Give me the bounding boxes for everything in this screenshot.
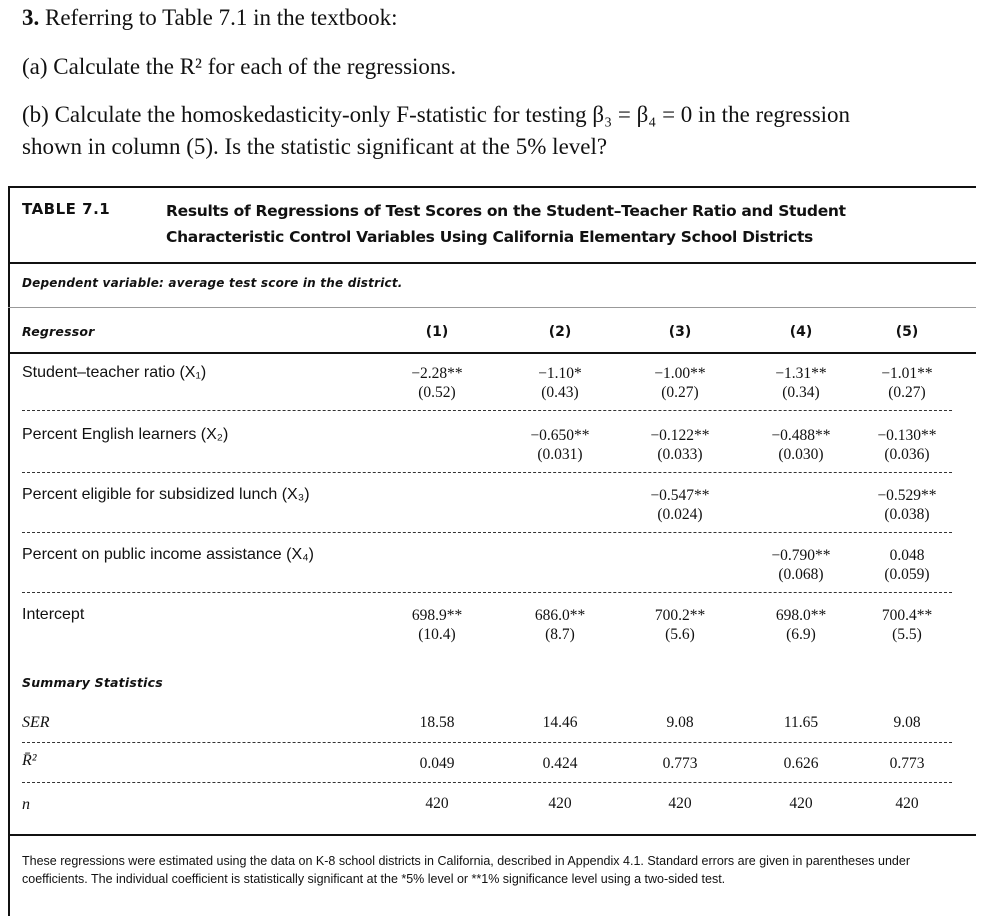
coef-cell bbox=[847, 546, 967, 584]
table-bottom-rule bbox=[8, 834, 976, 836]
coefficient: −1.10* bbox=[538, 365, 582, 382]
summary-value: 420 bbox=[895, 795, 919, 812]
coef-cell bbox=[620, 486, 740, 524]
coef-cell bbox=[741, 606, 861, 644]
coefficient: 700.2** bbox=[654, 607, 706, 624]
question-part-b-line1: (b) Calculate the homoskedasticity-only F-statistic for testing β₃ = β₄ = 0 in the regression bbox=[22, 102, 851, 127]
regressor-label: Percent on public income assistance (X₄) bbox=[22, 546, 314, 563]
standard-error: (0.34) bbox=[782, 384, 820, 401]
summary-statistics-header: Summary Statistics bbox=[22, 675, 163, 690]
coef-cell bbox=[847, 606, 967, 644]
summary-value: 420 bbox=[789, 795, 813, 812]
coefficient: 686.0** bbox=[534, 607, 586, 624]
standard-error: (0.038) bbox=[884, 506, 930, 523]
column-header: (4) bbox=[789, 324, 813, 340]
question-part-b-line2: shown in column (5). Is the statistic significant at the 5% level? bbox=[22, 134, 608, 159]
coef-cell bbox=[741, 546, 861, 584]
coefficient: −1.00** bbox=[654, 365, 706, 382]
summary-value: 18.58 bbox=[419, 714, 455, 731]
standard-error: (0.27) bbox=[661, 384, 699, 401]
coefficient: 698.9** bbox=[411, 607, 463, 624]
standard-error: (0.036) bbox=[884, 446, 930, 463]
coef-cell bbox=[620, 364, 740, 402]
coef-cell bbox=[377, 606, 497, 644]
table-title: Results of Regressions of Test Scores on the Student–Teacher Ratio and Student Characteristic Control Variables Using California Elementary School Districts bbox=[166, 202, 846, 246]
coefficient: −0.488** bbox=[771, 427, 831, 444]
coef-cell bbox=[847, 364, 967, 402]
coef-cell bbox=[500, 426, 620, 464]
standard-error: (0.031) bbox=[537, 446, 583, 463]
coefficient: −1.01** bbox=[881, 365, 933, 382]
summary-label-ser: SER bbox=[22, 714, 50, 731]
coef-cell bbox=[847, 486, 967, 524]
coefficient: −0.122** bbox=[650, 427, 710, 444]
coef-cell bbox=[620, 426, 740, 464]
regressor-label: Intercept bbox=[22, 606, 85, 623]
table-number: TABLE 7.1 bbox=[22, 200, 111, 218]
standard-error: (0.27) bbox=[888, 384, 926, 401]
row-separator bbox=[22, 742, 952, 743]
standard-error: (0.059) bbox=[884, 566, 930, 583]
question-intro bbox=[22, 4, 397, 32]
row-separator bbox=[22, 782, 952, 783]
standard-error: (0.43) bbox=[541, 384, 579, 401]
summary-value: 0.773 bbox=[889, 755, 925, 772]
summary-value: 420 bbox=[425, 795, 449, 812]
header-rule bbox=[8, 352, 976, 354]
summary-value: 0.773 bbox=[662, 755, 698, 772]
standard-error: (0.033) bbox=[657, 446, 703, 463]
standard-error: (5.6) bbox=[665, 626, 695, 643]
standard-error: (0.52) bbox=[418, 384, 456, 401]
standard-error: (6.9) bbox=[786, 626, 816, 643]
summary-value: 9.08 bbox=[666, 714, 694, 731]
table-footnote: These regressions were estimated using the data on K-8 school districts in California, described in Appendix 4.1. Standard errors are given in parentheses under coefficients. The individual coefficient is statistically significant at the *5% level or **1% significance level using a two-sided test. bbox=[22, 854, 910, 886]
coefficient: −2.28** bbox=[411, 365, 463, 382]
standard-error: (0.030) bbox=[778, 446, 824, 463]
regressor-label: Percent eligible for subsidized lunch (X₃) bbox=[22, 486, 310, 503]
coefficient: −1.31** bbox=[775, 365, 827, 382]
coefficient: −0.650** bbox=[530, 427, 590, 444]
summary-value: 0.049 bbox=[419, 755, 455, 772]
regressor-label: Percent English learners (X₂) bbox=[22, 426, 229, 443]
column-header: (3) bbox=[668, 324, 692, 340]
coefficient: −0.547** bbox=[650, 487, 710, 504]
summary-value: 14.46 bbox=[542, 714, 578, 731]
standard-error: (5.5) bbox=[892, 626, 922, 643]
coef-cell bbox=[741, 426, 861, 464]
coef-cell bbox=[847, 426, 967, 464]
question-intro-text: Referring to Table 7.1 in the textbook: bbox=[45, 5, 398, 30]
summary-value: 11.65 bbox=[783, 714, 819, 731]
column-header: (1) bbox=[425, 324, 449, 340]
summary-label-n: n bbox=[22, 796, 30, 813]
coefficient: 698.0** bbox=[775, 607, 827, 624]
regressor-label: Student–teacher ratio (X₁) bbox=[22, 364, 207, 381]
coef-cell bbox=[741, 364, 861, 402]
summary-value: 9.08 bbox=[893, 714, 921, 731]
column-header: (2) bbox=[548, 324, 572, 340]
standard-error: (0.068) bbox=[778, 566, 824, 583]
question-number: 3. bbox=[22, 5, 40, 30]
coefficient: −0.790** bbox=[771, 547, 831, 564]
question-part-a: (a) Calculate the R² for each of the regressions. bbox=[22, 54, 457, 79]
coefficient: 0.048 bbox=[889, 547, 925, 564]
table-top-rule bbox=[8, 186, 976, 188]
coefficient: −0.529** bbox=[877, 487, 937, 504]
row-separator bbox=[22, 592, 952, 593]
dependent-rule bbox=[8, 307, 976, 308]
table-left-rule bbox=[8, 186, 10, 916]
summary-value: 420 bbox=[548, 795, 572, 812]
dependent-variable-note: Dependent variable: average test score in the district. bbox=[22, 276, 403, 290]
coefficient: −0.130** bbox=[877, 427, 937, 444]
coefficient: 700.4** bbox=[881, 607, 933, 624]
summary-value: 0.424 bbox=[542, 755, 578, 772]
row-separator bbox=[22, 472, 952, 473]
row-separator bbox=[22, 410, 952, 411]
standard-error: (0.024) bbox=[657, 506, 703, 523]
summary-value: 420 bbox=[668, 795, 692, 812]
coef-cell bbox=[377, 364, 497, 402]
summary-label-adjusted-r2: R̄² bbox=[22, 752, 37, 769]
standard-error: (10.4) bbox=[418, 626, 456, 643]
summary-value: 0.626 bbox=[783, 755, 819, 772]
row-separator bbox=[22, 532, 952, 533]
coef-cell bbox=[500, 606, 620, 644]
column-header: (5) bbox=[895, 324, 919, 340]
table-title-rule bbox=[8, 262, 976, 264]
standard-error: (8.7) bbox=[545, 626, 575, 643]
coef-cell bbox=[500, 364, 620, 402]
coef-cell bbox=[620, 606, 740, 644]
regressor-header: Regressor bbox=[22, 324, 95, 339]
